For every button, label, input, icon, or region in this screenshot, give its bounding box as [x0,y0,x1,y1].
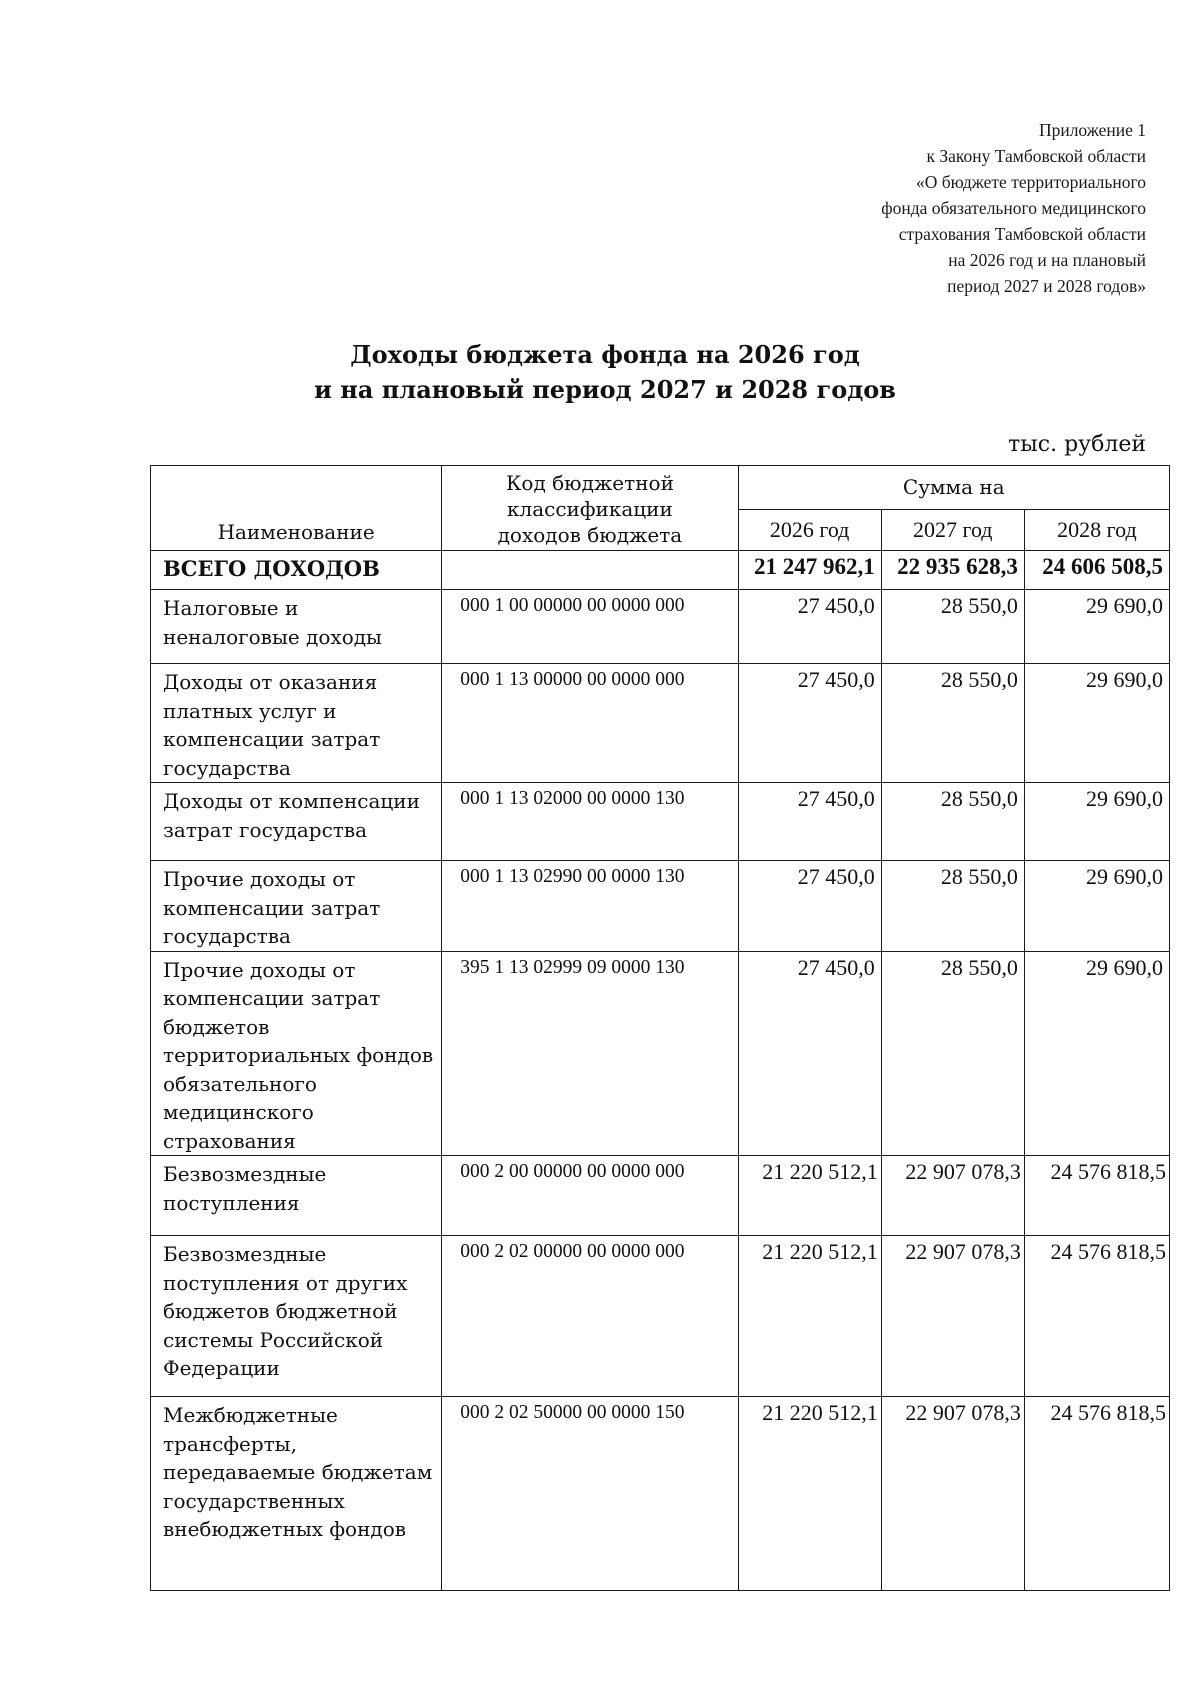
row-name: Доходы от оказания платных услуг и компенсации затрат государства [151,664,442,783]
header-sum: Сумма на [738,466,1169,510]
row-2026: 27 450,0 [738,861,881,952]
document-title-line1: Доходы бюджета фонда на 2026 год [350,340,860,369]
row-2026: 21 220 512,1 [738,1236,881,1397]
total-2026: 21 247 962,1 [738,551,881,590]
row-code: 000 2 00 00000 00 0000 000 [442,1156,738,1236]
row-name: Межбюджетные трансферты, передаваемые бюджетам государственных внебюджетных фондов [151,1397,442,1591]
table-row [151,861,1170,952]
income-table [150,465,1170,1591]
header-code-line: доходов бюджета [497,523,683,547]
row-2028: 29 690,0 [1024,951,1169,1156]
appendix-line: Приложение 1 [1038,120,1146,140]
row-2027: 28 550,0 [881,951,1024,1156]
header-name: Наименование [151,466,442,551]
table-row [151,1156,1170,1236]
table-row [151,1397,1170,1591]
total-2027: 22 935 628,3 [881,551,1024,590]
row-name: Прочие доходы от компенсации затрат бюджетов территориальных фондов обязательного медицинского страхования [151,951,442,1156]
header-code-line: Код бюджетной [505,471,674,495]
header-year-2027: 2027 год [881,510,1024,551]
table-row [151,783,1170,861]
row-name: Безвозмездные поступления от других бюджетов бюджетной системы Российской Федерации [151,1236,442,1397]
row-2027: 28 550,0 [881,590,1024,664]
row-2028: 29 690,0 [1024,783,1169,861]
row-2026: 27 450,0 [738,664,881,783]
appendix-line: «О бюджете территориального [916,172,1146,192]
row-2027: 28 550,0 [881,664,1024,783]
row-2026: 27 450,0 [738,590,881,664]
table-row [151,951,1170,1156]
appendix-note [626,117,1146,299]
appendix-line: период 2027 и 2028 годов» [947,276,1146,296]
row-2028: 29 690,0 [1024,664,1169,783]
total-row [151,551,1170,590]
header-code [442,466,738,551]
document-title-line2: и на плановый период 2027 и 2028 годов [314,375,896,404]
appendix-line: на 2026 год и на плановый [948,250,1146,270]
row-name: Доходы от компенсации затрат государства [151,783,442,861]
row-2027: 22 907 078,3 [881,1156,1024,1236]
row-code: 000 2 02 50000 00 0000 150 [442,1397,738,1591]
appendix-line: страхования Тамбовской области [898,224,1146,244]
row-2028: 29 690,0 [1024,861,1169,952]
row-code: 000 1 00 00000 00 0000 000 [442,590,738,664]
row-2028: 24 576 818,5 [1024,1236,1169,1397]
row-2027: 22 907 078,3 [881,1397,1024,1591]
table-row [151,664,1170,783]
row-2026: 27 450,0 [738,951,881,1156]
row-2026: 27 450,0 [738,783,881,861]
total-label: ВСЕГО ДОХОДОВ [151,551,442,590]
row-2028: 29 690,0 [1024,590,1169,664]
table-row [151,590,1170,664]
header-year-2026: 2026 год [738,510,881,551]
units-label: тыс. рублей [1008,432,1146,457]
row-name: Прочие доходы от компенсации затрат государства [151,861,442,952]
row-name: Безвозмездные поступления [151,1156,442,1236]
header-code-line: классификации [507,497,673,521]
row-code: 000 1 13 02990 00 0000 130 [442,861,738,952]
row-name: Налоговые и неналоговые доходы [151,590,442,664]
row-2027: 28 550,0 [881,783,1024,861]
row-2028: 24 576 818,5 [1024,1397,1169,1591]
row-code: 000 1 13 02000 00 0000 130 [442,783,738,861]
row-2028: 24 576 818,5 [1024,1156,1169,1236]
row-2027: 28 550,0 [881,861,1024,952]
row-code: 000 1 13 00000 00 0000 000 [442,664,738,783]
total-code [442,551,738,590]
appendix-line: фонда обязательного медицинского [881,198,1146,218]
row-code: 395 1 13 02999 09 0000 130 [442,951,738,1156]
row-code: 000 2 02 00000 00 0000 000 [442,1236,738,1397]
row-2026: 21 220 512,1 [738,1397,881,1591]
table-row [151,1236,1170,1397]
appendix-line: к Закону Тамбовской области [926,146,1146,166]
total-2028: 24 606 508,5 [1024,551,1169,590]
row-2026: 21 220 512,1 [738,1156,881,1236]
header-year-2028: 2028 год [1024,510,1169,551]
row-2027: 22 907 078,3 [881,1236,1024,1397]
